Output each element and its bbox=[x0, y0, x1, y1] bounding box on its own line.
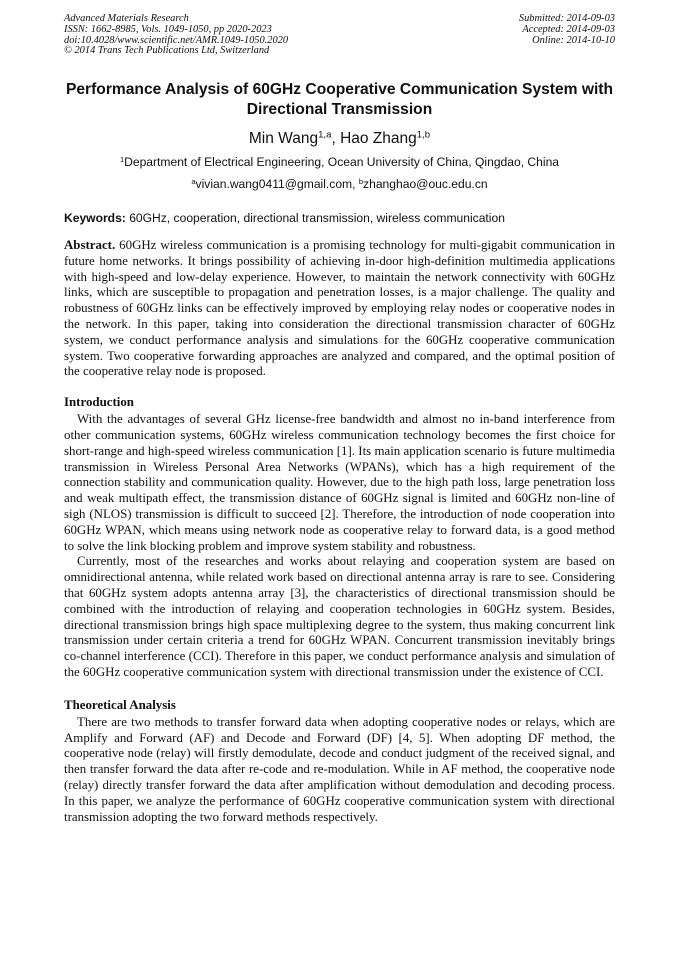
affiliation-marker: 1 bbox=[119, 154, 125, 164]
introduction-paragraph: With the advantages of several GHz license-free bandwidth and almost no in-band interference from other communication systems, 60GHz wireless communication technology becomes the first choice for short-range and high-speed wireless communication [1]. Its main application scenario is future multimedia transmission in Wireless Personal Area Networks (WPANs), which has a high requirement of the connection stability and communication quality. However, due to the high path loss, large penetration loss and weak multipath effect, the transmission distance of 60GHz signal is limited and 60GHz non-line of sigh (NLOS) transmission is difficult to succeed [2]. Therefore, the introduction of node cooperation into 60GHz WPAN, which means using network node as cooperative relay to forward data, is a good method to solve the link blocking problem and improve system stability and robustness. bbox=[64, 412, 615, 553]
abstract bbox=[64, 238, 615, 380]
email-marker: b bbox=[358, 176, 364, 186]
keywords bbox=[64, 210, 615, 226]
author-separator: , bbox=[331, 130, 341, 147]
author-name: Min Wang bbox=[248, 130, 319, 147]
journal-info bbox=[64, 14, 288, 57]
author-affiliation-marker: 1,a bbox=[318, 129, 332, 141]
introduction-paragraph: Currently, most of the researches and works about relaying and cooperation system are based on omnidirectional antenna, while related work based on directional antenna array is rare to see. Considering that 60GHz system adopts antenna array [3], the characteristics of directional transmission should be combined with the introduction of relaying and cooperation technologies in 60GHz system. Besides, directional transmission brings high space multiplexing degree to the system, thus making concurrent link transmission under certain criteria a trend for 60GHz WPAN. Concurrent transmission inevitably brings co-channel interference (CCI). Therefore in this paper, we conduct performance analysis and simulation of the 60GHz cooperative communication system with directional transmission under the existence of CCI. bbox=[64, 554, 615, 679]
affiliation-text: Department of Electrical Engineering, Ocean University of China, Qingdao, China bbox=[124, 155, 560, 169]
author-name: Hao Zhang bbox=[340, 130, 417, 147]
accepted-date: Accepted: 2014-09-03 bbox=[522, 23, 615, 35]
introduction-heading: Introduction bbox=[64, 395, 134, 410]
email-separator: , bbox=[352, 177, 359, 191]
paper-page bbox=[64, 14, 615, 825]
author-emails bbox=[64, 176, 615, 192]
abstract-label: Abstract. bbox=[64, 238, 116, 252]
doi-line: doi:10.4028/www.scientific.net/AMR.1049-1050.2020 bbox=[64, 34, 289, 46]
online-date: Online: 2014-10-10 bbox=[532, 34, 615, 46]
keywords-text: 60GHz, cooperation, directional transmission, wireless communication bbox=[125, 211, 505, 225]
email-address: vivian.wang0411@gmail.com bbox=[195, 177, 353, 191]
journal-name: Advanced Materials Research bbox=[64, 13, 189, 24]
abstract-text: 60GHz wireless communication is a promising technology for multi-gigabit communication in future home networks. It brings possibility of achieving in-door high-definition multimedia applications with high-speed and low-delay experience. However, to maintain the network connectivity with 60GHz links, which are susceptible to propagation and penetration losses, is a major challenge. The quality and robustness of 60GHz links can be effectively improved by employing relay nodes or cooperative nodes in the network. In this paper, taking into consideration the directional transmission character of 60GHz system, we conduct performance analysis and simulations for the 60GHz cooperative communication system. Two cooperative forwarding approaches are analyzed and compared, and the optimal position of the cooperative relay node is proposed. bbox=[64, 238, 615, 379]
theory-paragraph: There are two methods to transfer forward data when adopting cooperative nodes or relays, which are Amplify and Forward (AF) and Decode and Forward (DF) [4, 5]. When adopting DF method, the cooperative node (relay) will firstly demodulate, decode and conduct judgment of the received signal, and then transfer forward the data after re-code and re-modulation. While in AF method, the cooperative node (relay) directly transfer forward the data after amplification without demodulation and decoding process. In this paper, we analyze the performance of 60GHz cooperative communication system with directional transmission adopting the two forward methods respectively. bbox=[64, 714, 615, 824]
publication-dates bbox=[519, 14, 615, 46]
keywords-label: Keywords: bbox=[64, 211, 126, 225]
copyright-line: © 2014 Trans Tech Publications Ltd, Switzerland bbox=[64, 45, 270, 57]
publication-header bbox=[64, 14, 615, 66]
paper-title: Performance Analysis of 60GHz Cooperative Communication System with Directional Transmission bbox=[65, 81, 614, 118]
author-list bbox=[64, 129, 615, 149]
submitted-date: Submitted: 2014-09-03 bbox=[518, 13, 615, 24]
affiliation bbox=[64, 154, 615, 170]
theoretical-analysis-heading: Theoretical Analysis bbox=[64, 697, 176, 712]
issn-line: ISSN: 1662-8985, Vols. 1049-1050, pp 2020-2023 bbox=[64, 23, 272, 35]
email-address: zhanghao@ouc.edu.cn bbox=[363, 177, 488, 191]
email-marker: a bbox=[191, 176, 196, 186]
author-affiliation-marker: 1,b bbox=[416, 129, 431, 141]
